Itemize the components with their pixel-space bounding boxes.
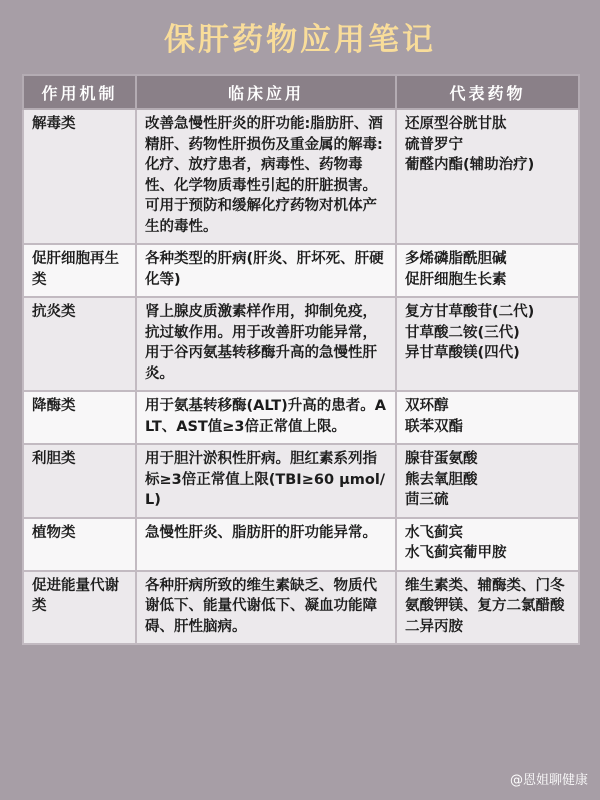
drugs-cell xyxy=(396,571,579,645)
table-header-row xyxy=(23,75,579,109)
drug-name: 熊去氧胆酸 xyxy=(405,471,478,488)
mechanism-cell: 降酶类 xyxy=(23,391,136,444)
drug-name: 甘草酸二铵(三代) xyxy=(405,324,520,341)
mechanism-cell: 促肝细胞再生类 xyxy=(23,244,136,297)
drug-name: 硫普罗宁 xyxy=(405,136,463,153)
mechanism-cell: 抗炎类 xyxy=(23,297,136,391)
drug-name: 异甘草酸镁(四代) xyxy=(405,345,520,361)
header-application: 临床应用 xyxy=(136,75,396,109)
drug-name: 复方甘草酸苷(二代) xyxy=(405,304,535,320)
watermark: @恩姐聊健康 xyxy=(509,773,588,788)
drug-name: 维生素类、辅酶类、门冬氨酸钾镁、复方二氯醋酸二异丙胺 xyxy=(405,577,565,635)
drug-name: 茴三硫 xyxy=(405,492,449,508)
drug-table xyxy=(22,74,580,645)
drugs-cell xyxy=(396,518,579,571)
table-row xyxy=(23,109,579,244)
drugs-cell xyxy=(396,109,579,244)
page-title: 保肝药物应用笔记 xyxy=(164,22,436,58)
drugs-cell xyxy=(396,391,579,444)
application-cell: 急慢性肝炎、脂肪肝的肝功能异常。 xyxy=(136,518,396,571)
table-row xyxy=(23,391,579,444)
table-row xyxy=(23,444,579,518)
mechanism-cell: 促进能量代谢类 xyxy=(23,571,136,645)
drug-name: 促肝细胞生长素 xyxy=(405,271,507,288)
drug-name: 葡醛内酯(辅助治疗) xyxy=(405,157,535,173)
drugs-cell xyxy=(396,444,579,518)
mechanism-cell: 解毒类 xyxy=(23,109,136,244)
drug-name: 腺苷蛋氨酸 xyxy=(405,451,478,467)
drugs-cell xyxy=(396,244,579,297)
application-cell: 用于氨基转移酶(ALT)升高的患者。ALT、AST值≥3倍正常值上限。 xyxy=(136,391,396,444)
application-cell: 用于胆汁淤积性肝病。胆红素系列指标≥3倍正常值上限(TBI≥60 μmol/L) xyxy=(136,444,396,518)
mechanism-cell: 植物类 xyxy=(23,518,136,571)
drug-name: 水飞蓟宾葡甲胺 xyxy=(405,545,507,561)
drug-name: 联苯双酯 xyxy=(405,418,463,435)
drugs-cell xyxy=(396,297,579,391)
header-drugs: 代表药物 xyxy=(396,75,579,109)
header-mechanism: 作用机制 xyxy=(23,75,136,109)
drug-name: 双环醇 xyxy=(405,398,449,414)
table-row xyxy=(23,518,579,571)
drug-name: 多烯磷脂酰胆碱 xyxy=(405,251,507,267)
drug-name: 水飞蓟宾 xyxy=(405,524,463,541)
table-row xyxy=(23,571,579,645)
application-cell: 各种类型的肝病(肝炎、肝坏死、肝硬化等) xyxy=(136,244,396,297)
mechanism-cell: 利胆类 xyxy=(23,444,136,518)
table-row xyxy=(23,244,579,297)
application-cell: 肾上腺皮质激素样作用，抑制免疫，抗过敏作用。用于改善肝功能异常，用于谷丙氨基转移酶升高的急慢性肝炎。 xyxy=(136,297,396,391)
drug-name: 还原型谷胱甘肽 xyxy=(405,116,507,132)
application-cell: 各种肝病所致的维生素缺乏、物质代谢低下、能量代谢低下、凝血功能障碍、肝性脑病。 xyxy=(136,571,396,645)
application-cell: 改善急慢性肝炎的肝功能:脂肪肝、酒精肝、药物性肝损伤及重金属的解毒:化疗、放疗患者，病毒性、药物毒性、化学物质毒性引起的肝脏损害。可用于预防和缓解化疗药物对机体产生的毒性。 xyxy=(136,109,396,244)
table-row xyxy=(23,297,579,391)
